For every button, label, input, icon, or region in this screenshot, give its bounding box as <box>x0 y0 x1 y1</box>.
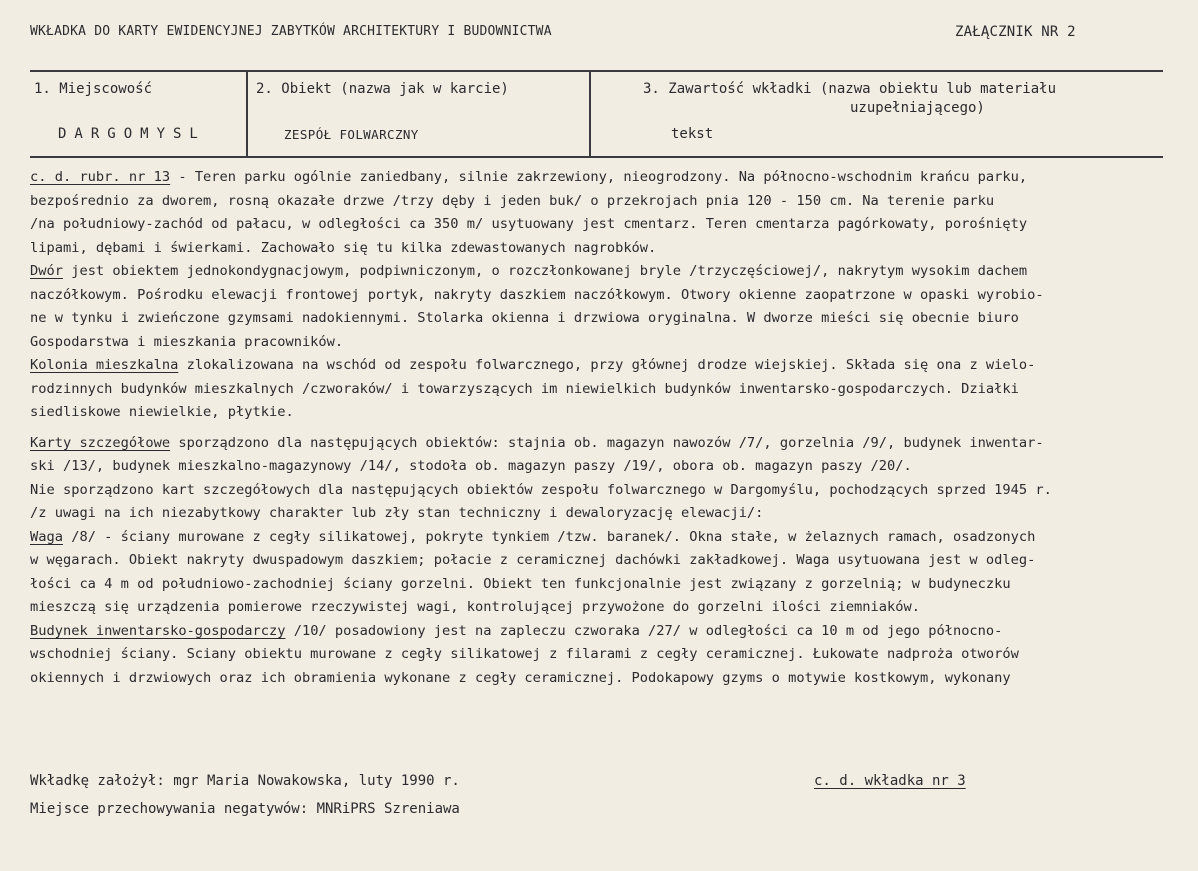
text-line: naczółkowym. Pośrodku elewacji frontowej portyk, nakryty daszkiem naczółkowym. Otwory okienne zaopatrzone w opaski wyrobio- <box>30 286 1044 303</box>
author-line: Wkładkę założył: mgr Maria Nowakowska, luty 1990 r. <box>30 773 460 789</box>
text-line: siedliskowe niewielkie, płytkie. <box>30 404 294 420</box>
text-line <box>30 526 1194 550</box>
text-line: okiennych i drzwiowych oraz ich obramienia wykonane z cegły ceramicznej. Podokapowy gzyms o motywie kostkowym, wykonany <box>30 669 1011 686</box>
text-line: bezpośrednio za dworem, rosną okazałe drzwe /trzy dęby i jeden buk/ o przekrojach pnia 120 - 150 cm. Na terenie parku <box>30 192 995 209</box>
locality-value: DARGOMYSL <box>58 126 206 142</box>
locality-label: 1. Miejscowość <box>34 81 153 97</box>
text-span: /10/ posadowiony jest na zapleczu czworaka /27/ w odległości ca 10 m od jego północno- <box>285 622 1003 639</box>
paragraph-heading: Budynek inwentarsko-gospodarczy <box>30 622 286 639</box>
text-span: zlokalizowana na wschód od zespołu folwarcznego, przy głównej drodze wiejskiej. Składa się ona z wielo- <box>178 357 1036 373</box>
text-line <box>30 354 1194 378</box>
top-rule <box>30 70 1163 72</box>
paragraph-heading: Kolonia mieszkalna <box>30 357 179 373</box>
box-bottom-rule <box>30 156 1163 158</box>
text-line: w węgarach. Obiekt nakryty dwuspadowym daszkiem; połacie z ceramicznej dachówki zakładkowej. Waga usytuowana jest w odleg- <box>30 552 1036 568</box>
paragraph-heading: Karty szczegółowe <box>30 434 171 451</box>
content-value: tekst <box>671 126 714 142</box>
text-line: Nie sporządzono kart szczegółowych dla następujących obiektów zespołu folwarcznego w Dargomyślu, pochodzących sprzed 1945 r. <box>30 481 1052 498</box>
attachment-number: ZAŁĄCZNIK NR 2 <box>955 24 1076 40</box>
text-line: wschodniej ściany. Sciany obiektu murowane z cegły silikatowej z filarami z cegły ceramicznej. Łukowate nadproża otworów <box>30 646 1019 662</box>
object-label: 2. Obiekt (nazwa jak w karcie) <box>256 81 509 97</box>
paragraph-heading: c. d. rubr. nr 13 <box>30 169 171 185</box>
paragraph-heading: Dwór <box>30 263 63 279</box>
paragraph-heading: Waga <box>30 528 63 545</box>
text-line: łości ca 4 m od południowo-zachodniej ściany gorzelni. Obiekt ten funkcjonalnie jest związany z gorzelnią; w budyneczku <box>30 575 1011 592</box>
text-line: /na południowy-zachód od pałacu, w odległości ca 350 m/ usytuowany jest cmentarz. Teren cmentarza pagórkowaty, porośnięty <box>30 216 1028 232</box>
storage-line: Miejsce przechowywania negatywów: MNRiPRS Szreniawa <box>30 801 460 817</box>
object-value: ZESPÓŁ FOLWARCZNY <box>284 127 419 142</box>
text-span: /8/ - ściany murowane z cegły silikatowej, pokryte tynkiem /tzw. baranek/. Okna stałe, w żelaznych ramach, osadzonych <box>62 528 1036 545</box>
box-divider-1 <box>246 72 248 156</box>
text-line <box>30 620 1194 644</box>
document-title: WKŁADKA DO KARTY EWIDENCYJNEJ ZABYTKÓW ARCHITEKTURY I BUDOWNICTWA <box>30 24 552 39</box>
text-line: mieszczą się urządzenia pomierowe rzeczywistej wagi, kontrolującej przywożone do gorzelni ilości ziemniaków. <box>30 599 920 615</box>
box-divider-2 <box>589 72 591 156</box>
text-line: rodzinnych budynków mieszkalnych /czworaków/ i towarzyszących im niewielkich budynków inwentarsko-gospodarczych. Działki <box>30 380 1019 397</box>
continuation-note: c. d. wkładka nr 3 <box>814 773 966 789</box>
text-line: lipami, dębami i świerkami. Zachowało się tu kilka zdewastowanych nagrobków. <box>30 239 657 256</box>
text-line <box>30 432 1194 456</box>
text-line: /z uwagi na ich niezabytkowy charakter lub zły stan techniczny i dewaloryzację elewacji/: <box>30 505 764 521</box>
content-label-cont: uzupełniającego) <box>850 100 985 116</box>
text-line <box>30 166 1194 190</box>
paragraph-gap <box>30 425 1194 432</box>
text-span: sporządzono dla następujących obiektów: stajnia ob. magazyn nawozów /7/, gorzelnia /9/, budynek inwentar- <box>170 434 1044 451</box>
text-line <box>30 260 1194 284</box>
text-span: - Teren parku ogólnie zaniedbany, silnie zakrzewiony, nieogrodzony. Na północno-wschodnim krańcu parku, <box>170 169 1028 185</box>
text-line: ne w tynku i zwieńczone gzymsami nadokiennymi. Stolarka okienna i drzwiowa oryginalna. W dworze mieści się obecnie biuro <box>30 310 1019 326</box>
body-text <box>30 166 1194 690</box>
text-line: ski /13/, budynek mieszkalno-magazynowy /14/, stodoła ob. magazyn paszy /19/, obora ob. magazyn paszy /20/. <box>30 458 912 474</box>
text-line: Gospodarstwa i mieszkania pracowników. <box>30 333 344 350</box>
content-label: 3. Zawartość wkładki (nazwa obiektu lub materiału <box>643 81 1057 97</box>
text-span: jest obiektem jednokondygnacjowym, podpiwniczonym, o rozczłonkowanej bryle /trzyczęściowej/, nakrytym wysokim dachem <box>62 263 1028 279</box>
